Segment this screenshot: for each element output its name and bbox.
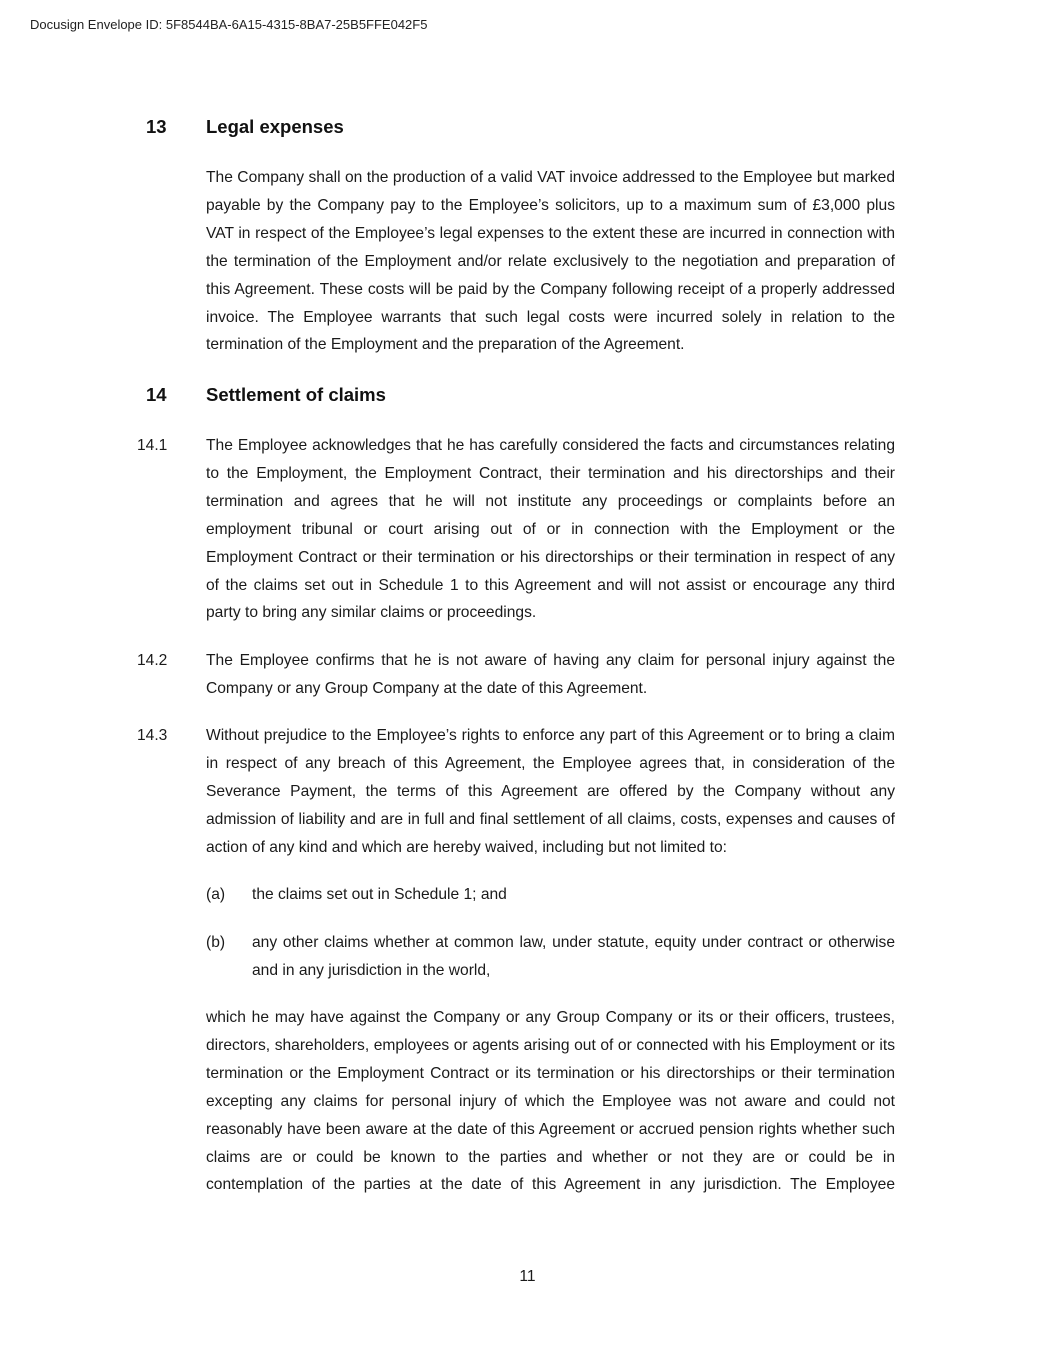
clause-14-2-number: 14.2	[137, 652, 168, 669]
subclause-b-label: (b)	[206, 934, 226, 951]
page-number: 11	[519, 1268, 536, 1285]
clause-14-3-continuation: which he may have against the Company or any Group Company or its or their officers, trustees, directors, shareholders, employees or agents arising out of or connected with his Employment or its termination or the Employment Contract or its termination or his directorships or their termination excepting any claims for personal injury of which the Employee was not aware and could not reasonably have been aware at the date of this Agreement or accrued pension rights whether such claims are or could be known to the parties and whether or not they are or could be in contemplation of the parties at the date of this Agreement in any jurisdiction. The Employee	[206, 1009, 895, 1194]
clause-14-1-number: 14.1	[137, 437, 168, 454]
section-13-heading	[146, 116, 344, 138]
docusign-envelope-id: Docusign Envelope ID: 5F8544BA-6A15-4315-8BA7-25B5FFE042F5	[30, 17, 428, 32]
subclause-a-label: (a)	[206, 886, 226, 903]
section-13-body: The Company shall on the production of a valid VAT invoice addressed to the Employee but marked payable by the Company pay to the Employee’s solicitors, up to a maximum sum of £3,000 plus VAT in respect of the Employee’s legal expenses to the extent these are incurred in connection with the termination of the Employment and/or relate exclusively to the negotiation and preparation of this Agreement. These costs will be paid by the Company following receipt of a properly addressed invoice. The Employee warrants that such legal costs were incurred solely in relation to the termination of the Employment and the preparation of the Agreement.	[206, 169, 895, 354]
section-14-heading	[146, 384, 386, 406]
section-title: Settlement of claims	[206, 384, 386, 405]
section-number: 13	[146, 116, 167, 137]
section-title: Legal expenses	[206, 116, 344, 137]
clause-14-3-number: 14.3	[137, 727, 168, 744]
clause-14-2-text: The Employee confirms that he is not aware of having any claim for personal injury against the Company or any Group Company at the date of this Agreement.	[206, 652, 895, 697]
subclause-b-text: any other claims whether at common law, under statute, equity under contract or otherwise and in any jurisdiction in the world,	[252, 934, 895, 979]
clause-14-3-text: Without prejudice to the Employee’s rights to enforce any part of this Agreement or to bring a claim in respect of any breach of this Agreement, the Employee agrees that, in consideration of the Severance Payment, the terms of this Agreement are offered by the Company without any admission of liability and are in full and final settlement of all claims, costs, expenses and causes of action of any kind and which are hereby waived, including but not limited to:	[206, 727, 895, 856]
clause-14-1-text: The Employee acknowledges that he has carefully considered the facts and circumstances relating to the Employment, the Employment Contract, their termination and his directorships and their termination and agrees that he will not institute any proceedings or complaints before an employment tribunal or court arising out of or in connection with the Employment or the Employment Contract or their termination or his directorships or their termination in respect of any of the claims set out in Schedule 1 to this Agreement and will not assist or encourage any third party to bring any similar claims or proceedings.	[206, 437, 895, 622]
subclause-a-text: the claims set out in Schedule 1; and	[252, 886, 507, 903]
section-number: 14	[146, 384, 167, 405]
